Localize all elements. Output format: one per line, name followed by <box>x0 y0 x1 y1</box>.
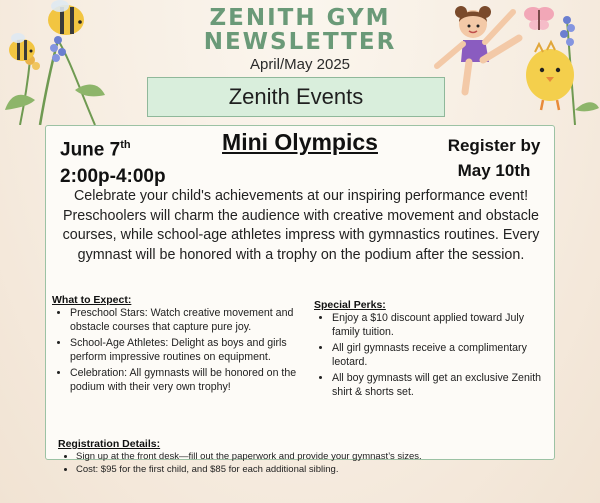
event-intro: Celebrate your child's achievements at our inspiring performance event! Preschoolers will charm the audience with creative movement and obstacle courses, while school-age athletes impress with gymnastics routines. Every gymnast will be honored with a trophy on the podium after the session. <box>62 188 540 263</box>
event-card <box>45 125 555 475</box>
event-time: 2:00p-4:00p <box>60 166 166 188</box>
section-banner: Zenith Events <box>147 77 445 117</box>
list-item: • Sign up at the front desk—fill out the paperwork and provide your gymnast’s sizes. <box>76 450 548 463</box>
list-item: • Preschool Stars: Watch creative movement and obstacle courses that capture pure joy. <box>70 306 304 334</box>
event-title: Mini Olympics <box>222 129 378 155</box>
what-to-expect-list <box>52 306 304 394</box>
list-item: • Celebration: All gymnasts will be honored on the podium with their very own trophy! <box>70 366 304 394</box>
special-perks-heading: Special Perks: <box>314 299 386 311</box>
register-line2: May 10th <box>457 161 531 180</box>
masthead-date: April/May 2025 <box>249 56 351 73</box>
register-line1: Register by <box>447 136 541 155</box>
event-date-main: June 7 <box>60 139 121 161</box>
registration-list <box>58 450 548 476</box>
register-deadline <box>440 133 548 183</box>
registration-section <box>58 438 548 476</box>
masthead-title-line1: ZENITH GYM <box>209 5 391 31</box>
newsletter-masthead <box>0 6 600 73</box>
what-to-expect-section <box>52 294 304 396</box>
what-to-expect-heading: What to Expect: <box>52 294 132 306</box>
registration-heading: Registration Details: <box>58 438 161 450</box>
list-item: • All boy gymnasts will get an exclusive Zenith shirt & shorts set. <box>332 371 544 399</box>
special-perks-list <box>314 311 544 399</box>
list-item: • School-Age Athletes: Delight as boys and girls perform impressive routines on equipment. <box>70 336 304 364</box>
event-date-suffix: th <box>120 139 131 151</box>
masthead-title-line2: NEWSLETTER <box>203 29 397 55</box>
list-item: • Cost: $95 for the first child, and $85 for each additional sibling. <box>76 463 548 476</box>
list-item: • Enjoy a $10 discount applied toward July family tuition. <box>332 311 544 339</box>
list-item: • All girl gymnasts receive a complimentary leotard. <box>332 341 544 369</box>
special-perks-section <box>314 299 544 401</box>
